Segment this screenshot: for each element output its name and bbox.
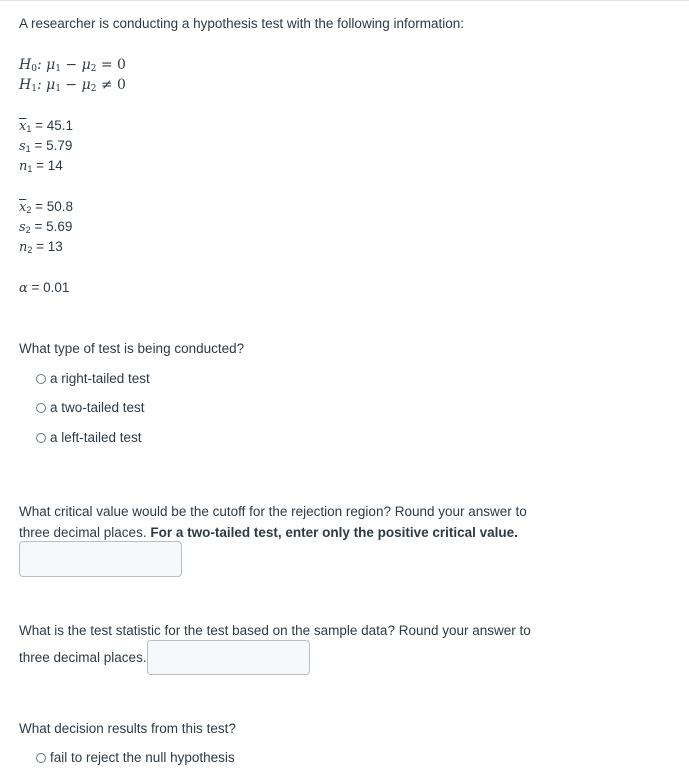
radio-icon[interactable] — [36, 753, 46, 763]
q1-question: What type of test is being conducted? — [19, 341, 245, 356]
radio-icon[interactable] — [36, 403, 46, 413]
sample1-sd: $s_1 = 5.79$ — [19, 138, 73, 154]
sample2-sd: $s_2 = 5.69$ — [19, 219, 73, 235]
q4-question: What decision results from this test? — [19, 721, 236, 736]
q2-question-line2: three decimal places. For a two-tailed test, enter only the positive critical value. — [19, 525, 518, 540]
q2-question-line1: What critical value would be the cutoff for the rejection region? Round your answer to — [19, 504, 527, 519]
sample1-size: $n_1 = 14$ — [19, 158, 63, 174]
radio-icon[interactable] — [36, 374, 46, 384]
q1-option-right-tailed[interactable]: a right-tailed test — [36, 370, 150, 388]
radio-icon[interactable] — [36, 433, 46, 443]
null-hypothesis: $H_0$: $\mu_1 - \mu_2 = 0$ — [19, 57, 126, 74]
alpha-level: α = 0.01 — [19, 280, 70, 296]
sample2-size: $n_2 = 13$ — [19, 239, 63, 255]
test-statistic-input[interactable] — [147, 640, 310, 675]
critical-value-input[interactable] — [19, 541, 182, 577]
alternative-hypothesis: $H_1$: $\mu_1 - \mu_2 \ne 0$ — [19, 77, 126, 94]
q4-option-fail-to-reject[interactable]: fail to reject the null hypothesis — [36, 749, 235, 767]
q1-option-left-tailed[interactable]: a left-tailed test — [36, 429, 142, 447]
sample2-mean: $\overline{x}_2 = 50.8$ — [19, 199, 74, 215]
q3-question-line1: What is the test statistic for the test based on the sample data? Round your answer to — [19, 623, 531, 638]
intro-text: A researcher is conducting a hypothesis test with the following information: — [19, 16, 464, 31]
top-divider — [0, 0, 689, 1]
q1-option-two-tailed[interactable]: a two-tailed test — [36, 399, 145, 417]
q3-question-line2: three decimal places. — [19, 650, 147, 665]
sample1-mean: $\overline{x}_1 = 45.1$ — [19, 118, 74, 134]
